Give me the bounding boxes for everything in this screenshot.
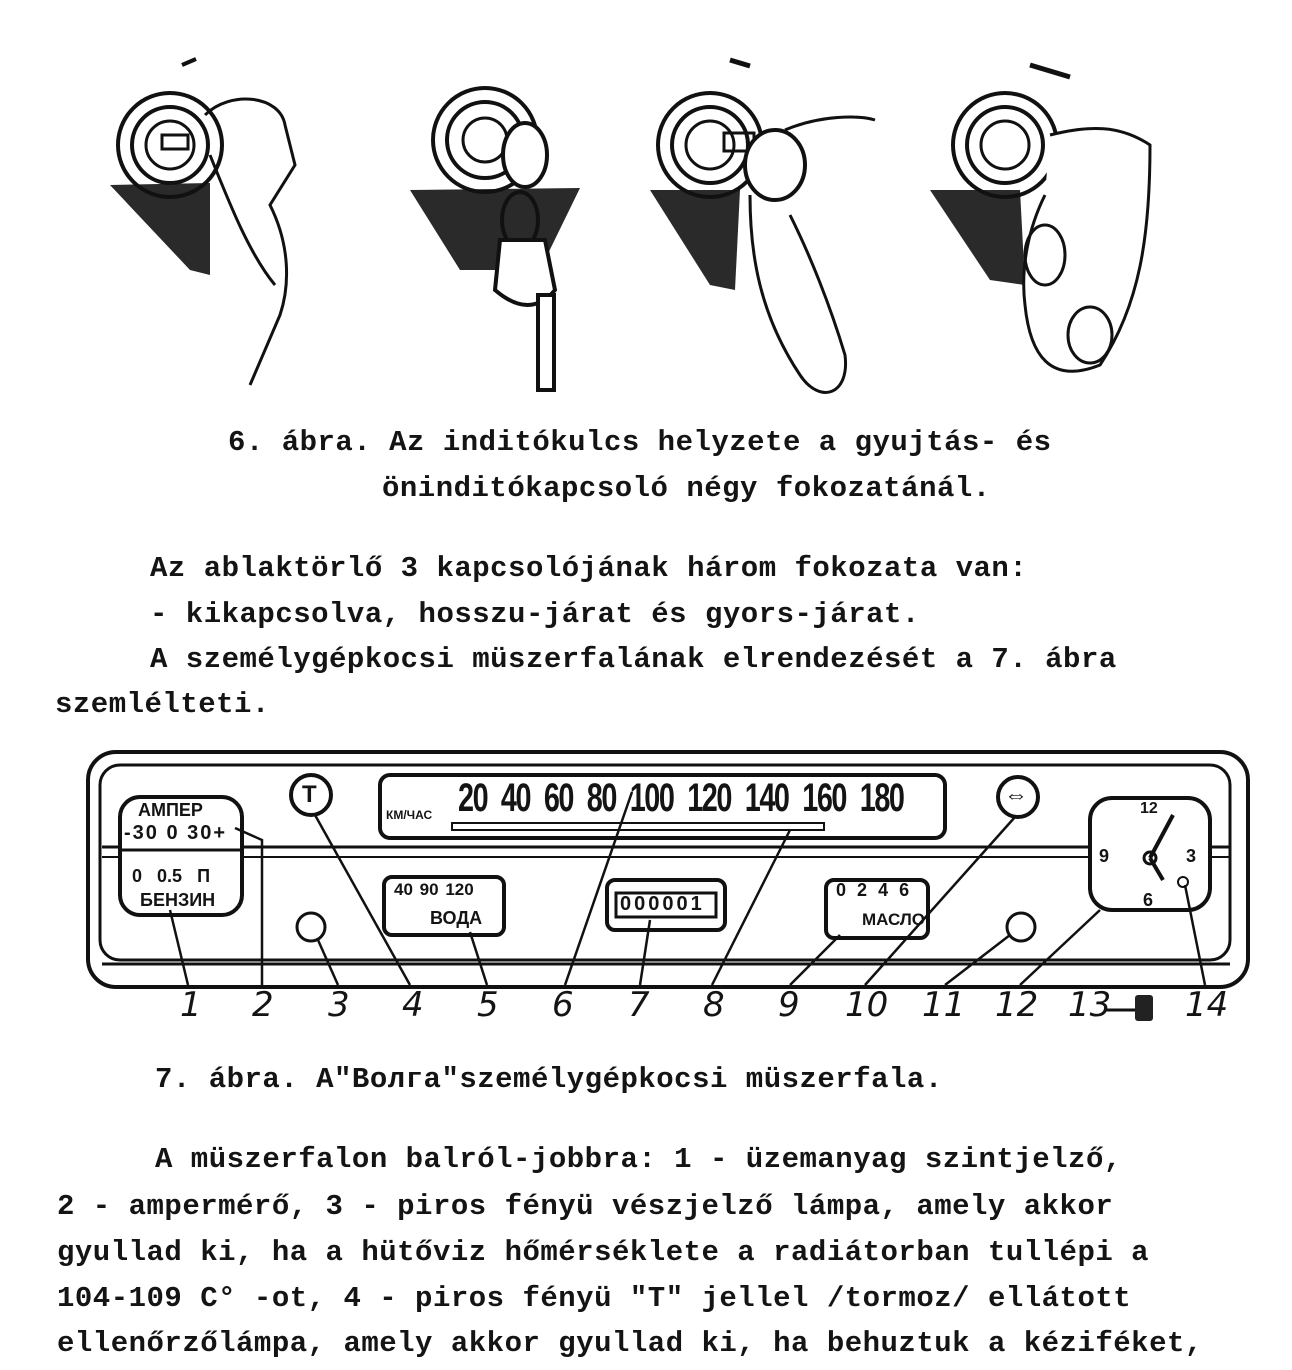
speedometer-scale — [458, 776, 904, 821]
clock-3: 3 — [1186, 846, 1197, 866]
callout-14: 14 — [1185, 985, 1229, 1025]
callout-11: 11 — [922, 985, 966, 1025]
callout-5: 5 — [477, 985, 499, 1025]
fuel-empty: 0 — [132, 866, 143, 886]
speed-120: 120 — [687, 776, 731, 820]
speed-20: 20 — [458, 776, 488, 820]
callout-10: 10 — [845, 985, 889, 1025]
oil-4: 4 — [878, 880, 889, 900]
temp-title: ВОДА — [430, 908, 483, 928]
temp-scale — [394, 880, 474, 900]
ammeter-zero: 0 — [166, 822, 180, 844]
oil-2: 2 — [857, 880, 868, 900]
speedometer-unit: КМ/ЧАС — [386, 808, 433, 822]
speed-180: 180 — [859, 776, 904, 820]
fuel-scale — [132, 866, 210, 887]
ammeter-min: -30 — [124, 822, 159, 844]
callout-7: 7 — [628, 985, 650, 1025]
paragraph-1-line-1: Az ablaktörlő 3 kapcsolójának három fokozata van: — [150, 552, 1028, 585]
figure-6-caption-line-1: 6. ábra. Az inditókulcs helyzete a gyujtás- és — [228, 426, 1052, 459]
paragraph-1-line-4: szemlélteti. — [55, 688, 270, 721]
temp-90: 90 — [419, 880, 439, 899]
callout-4: 4 — [402, 985, 424, 1025]
temp-120: 120 — [445, 880, 474, 899]
ammeter-max: 30+ — [187, 822, 228, 844]
oil-6: 6 — [899, 880, 910, 900]
ammeter-scale — [124, 822, 227, 845]
oil-0: 0 — [836, 880, 847, 900]
paragraph-2-line-3: gyullad ki, ha a hütőviz hőmérséklete a radiátorban tullépi a — [57, 1236, 1150, 1269]
callout-6: 6 — [552, 985, 574, 1025]
figure-7-caption: 7. ábra. A"Волга"személygépkocsi müszerfala. — [155, 1063, 943, 1096]
fuel-full: П — [197, 866, 211, 886]
paragraph-2-line-1: A müszerfalon balról-jobbra: 1 - üzemanyag szintjelző, — [155, 1143, 1122, 1176]
speed-40: 40 — [500, 776, 531, 820]
speed-100: 100 — [629, 776, 674, 820]
paragraph-1-line-3: A személygépkocsi müszerfalának elrendezését a 7. ábra — [150, 643, 1117, 676]
paragraph-2-line-2: 2 - ampermérő, 3 - piros fényü vészjelző lámpa, amely akkor — [57, 1190, 1114, 1223]
paragraph-2-line-4: 104-109 C° -ot, 4 - piros fényü "T" jellel /tormoz/ ellátott — [57, 1282, 1132, 1315]
clock-9: 9 — [1099, 846, 1110, 866]
odometer-digits: 000001 — [620, 893, 705, 915]
speed-160: 160 — [802, 776, 846, 820]
ammeter-title: АМПЕР — [138, 800, 203, 820]
callout-3: 3 — [328, 985, 350, 1025]
speed-140: 140 — [744, 776, 789, 820]
fuel-title: БЕНЗИН — [140, 890, 216, 910]
callout-12: 12 — [995, 985, 1039, 1025]
speed-60: 60 — [543, 776, 574, 820]
callout-1: 1 — [180, 985, 202, 1025]
callout-2: 2 — [252, 985, 274, 1025]
callout-9: 9 — [778, 985, 800, 1025]
oil-scale — [836, 880, 909, 901]
speed-80: 80 — [586, 776, 616, 820]
callout-8: 8 — [703, 985, 725, 1025]
clock-6: 6 — [1143, 890, 1154, 910]
turn-signal-icon: ⇔ — [1004, 782, 1028, 809]
paragraph-1-line-2: - kikapcsolva, hosszu-járat és gyors-járat. — [150, 598, 920, 631]
temp-40: 40 — [394, 880, 413, 899]
callout-13: 13 — [1068, 985, 1112, 1025]
fuel-half: 0.5 — [157, 866, 183, 886]
paragraph-2-line-5: ellenőrzőlámpa, amely akkor gyullad ki, ha behuztuk a kéziféket, — [57, 1327, 1203, 1360]
figure-6-caption-line-2: öninditókapcsoló négy fokozatánál. — [382, 472, 991, 505]
oil-title: МАСЛО — [862, 910, 926, 929]
clock-12: 12 — [1140, 800, 1158, 817]
brake-lamp-symbol: T — [302, 781, 317, 808]
